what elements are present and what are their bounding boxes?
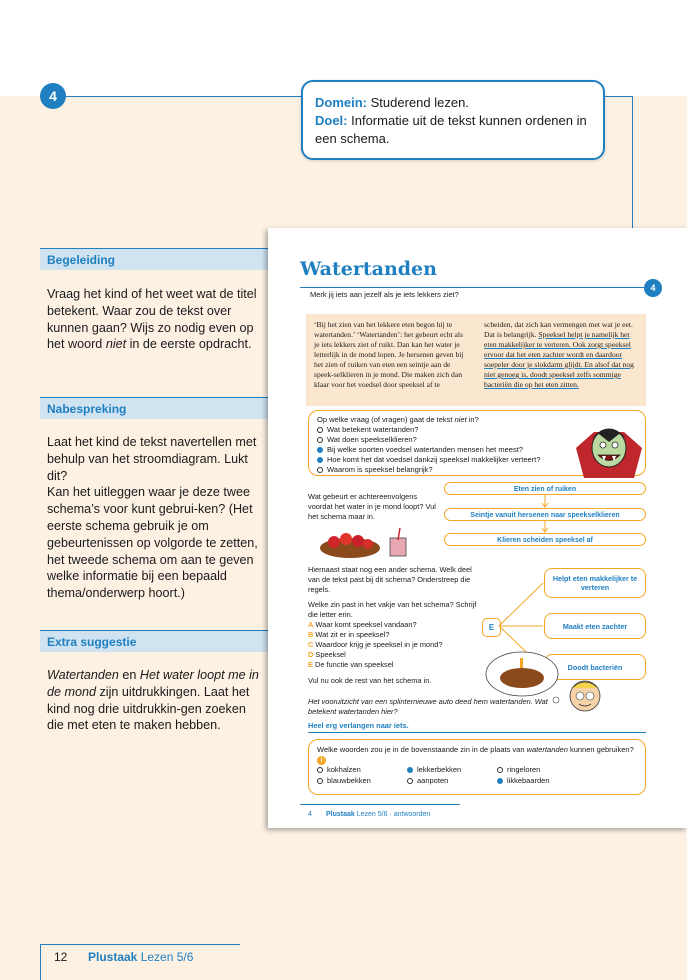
embedded-answer-page [268, 228, 687, 828]
question-1-text: Op welke vraag (of vragen) gaat de tekst niet in? [317, 415, 479, 424]
question-2-text: Wat gebeurt er achtereenvolgens voordat het water in je mond loopt? Vul het schema maar in. [308, 492, 436, 521]
q1-option[interactable]: Wat doen speekselklieren? [317, 435, 637, 445]
radio-icon [317, 778, 323, 784]
vampire-illustration [574, 418, 644, 484]
flow-step-1: Eten zien of ruiken [444, 482, 646, 495]
radio-icon [407, 778, 413, 784]
goal-label: Doel: [315, 113, 348, 128]
chapter-rule [66, 96, 302, 97]
goal-value: Informatie uit de tekst kunnen ordenen in een schema. [315, 113, 587, 146]
flow-step-3: Klieren scheiden speeksel af [444, 533, 646, 546]
q6-option[interactable]: ringeloren [497, 765, 587, 775]
scheme-center-box: E [482, 618, 501, 637]
footer-rule [40, 944, 240, 945]
flow-step-2: Seintje vanuit hersenen naar speekselklieren [444, 508, 646, 521]
radio-icon [317, 467, 323, 473]
story-left-column: ‘Bij het zien van het lekkere eten begon hij te watertanden.’ ‘Watertanden’: het gebeurt echt als je iets lekkers ziet of ruikt. Dan kan het water je letterlijk in de mond lopen. Je hersenen geven bij het zien of ruiken van eten een seintje aan de speek-selklieren in je mond. Die maken zich dan klaar voor het voedsel door speeksel af te [314, 320, 464, 389]
food-illustration [318, 526, 418, 560]
begeleiding-heading: Begeleiding [40, 248, 268, 270]
answer-rule [308, 732, 646, 733]
page-badge: 4 [644, 279, 662, 297]
q6-option[interactable]: likkebaarden [497, 776, 587, 786]
q1-option[interactable]: Bij welke soorten voedsel watertanden mensen het meest? [317, 445, 637, 455]
story-right-column: scheiden, dat zich kan vermengen met wat je eet. Dat is belangrijk. Speeksel helpt je namelijk het eten makkelijker te verteren. Ook zorgt speeksel ervoor dat het eten zachter wordt en daardoor soepeler door je slokdarm glijdt. En alsof dat nog niet genoeg is, doodt speeksel zelfs sommige bacteriën die op het eten zitten. [484, 320, 634, 389]
begeleiding-text: Vraag het kind of het weet wat de titel betekent. Waar zou de tekst over kunnen gaan? Wijs zo nodig even op het woord niet in de eerste opdracht. [47, 287, 257, 352]
scheme-branch-1: Helpt eten makkelijker te verteren [544, 568, 646, 598]
radio-selected-icon [317, 457, 323, 463]
q6-option[interactable]: lekkerbekken [407, 765, 497, 775]
page-footer-rule [300, 804, 460, 805]
question-3-text: Hiernaast staat nog een ander schema. Welk deel van de tekst past bij dit schema? Onderstreep die regels. [308, 565, 472, 594]
radio-icon [317, 427, 323, 433]
domain-label: Domein: [315, 95, 367, 110]
chapter-number-badge: 4 [40, 83, 66, 109]
q1-option[interactable]: Wat betekent watertanden? [317, 425, 637, 435]
q6-option[interactable]: blauwbekken [317, 776, 407, 786]
question-6-text: Welke woorden zou je in de bovenstaande zin in de plaats van watertanden kunnen gebruiken? i [317, 745, 634, 764]
underlined-answer: Speeksel helpt je namelijk het eten makkelijker te verteren. Ook zorgt speeksel ervoor dat het eten zachter wordt en daardoor soepeler door je slokdarm glijdt. En alsof dat nog niet genoeg is, doodt speeksel zelfs sommige bacteriën die op het eten zitten. [484, 330, 634, 389]
radio-icon [497, 767, 503, 773]
radio-icon [317, 437, 323, 443]
chapter-rule-vertical [632, 96, 633, 228]
scheme-branch-3: Doodt bacteriën [544, 654, 646, 680]
q1-option[interactable]: Waarom is speeksel belangrijk? [317, 465, 637, 475]
q1-option[interactable]: Hoe komt het dat voedsel dankzij speeksel makkelijker verteert? [317, 455, 637, 465]
footer-vertical-rule [40, 944, 41, 980]
page-title: Watertanden [300, 258, 437, 280]
radio-icon [317, 767, 323, 773]
page-number: 12 [54, 950, 68, 964]
question-5-answer: Heel erg verlangen naar iets. [308, 721, 409, 730]
footer-title: Plustaak Lezen 5/6 [88, 950, 194, 964]
q6-option[interactable]: aanpoten [407, 776, 497, 786]
radio-selected-icon [407, 767, 413, 773]
info-icon: i [317, 756, 326, 765]
nabespreking-text: Laat het kind de tekst navertellen met behulp van het stroomdiagram. Lukt dit? Kan het uitleggen waar je deze twee schema’s voor kunt gebrui-ken? (Het eerste schema gebruik je om gebeurtenissen op volgorde te zetten, het tweede schema om aan te geven welke informatie bij een bepaald thema/onderwerp hoort.) [47, 435, 258, 601]
scheme-branch-2: Maakt eten zachter [544, 613, 646, 639]
flow-arrows [540, 494, 550, 534]
domain-goal-box [301, 80, 605, 160]
story-box [306, 314, 646, 406]
domain-value: Studerend lezen. [370, 95, 469, 110]
radio-selected-icon [497, 778, 503, 784]
q6-option[interactable]: kokhalzen [317, 765, 407, 775]
page-footer-number: 4 [308, 811, 312, 818]
extra-suggestie-heading: Extra suggestie [40, 630, 268, 652]
page-subtitle: Merk jij iets aan jezelf als je iets lekkers ziet? [310, 290, 459, 299]
extra-suggestie-text: Watertanden en Het water loopt me in de mond zijn uitdrukkingen. Laat het kind nog drie uitdrukkin-gen zoeken die met eten te maken hebben. [47, 668, 259, 733]
chapter-rule-right [605, 96, 633, 97]
nabespreking-heading: Nabespreking [40, 397, 268, 419]
question-6-box [308, 739, 646, 795]
radio-selected-icon [317, 447, 323, 453]
question-5-text: Het vooruitzicht van een splinternieuwe auto deed hem watertanden. Wat betekent watertanden hier? [308, 697, 548, 716]
question-4-block: Welke zin past in het vakje van het schema? Schrijf die letter erin. A Waar komt speeksel vandaan? B Wat zit er in speeksel? C Waardoor krijg je speeksel in je mond? D Speeksel E De functie van speeksel Vul nu ook de rest van het schema in. [308, 600, 477, 685]
title-rule [300, 287, 655, 288]
page-footer-title: Plustaak Lezen 5/6 · antwoorden [326, 811, 431, 818]
